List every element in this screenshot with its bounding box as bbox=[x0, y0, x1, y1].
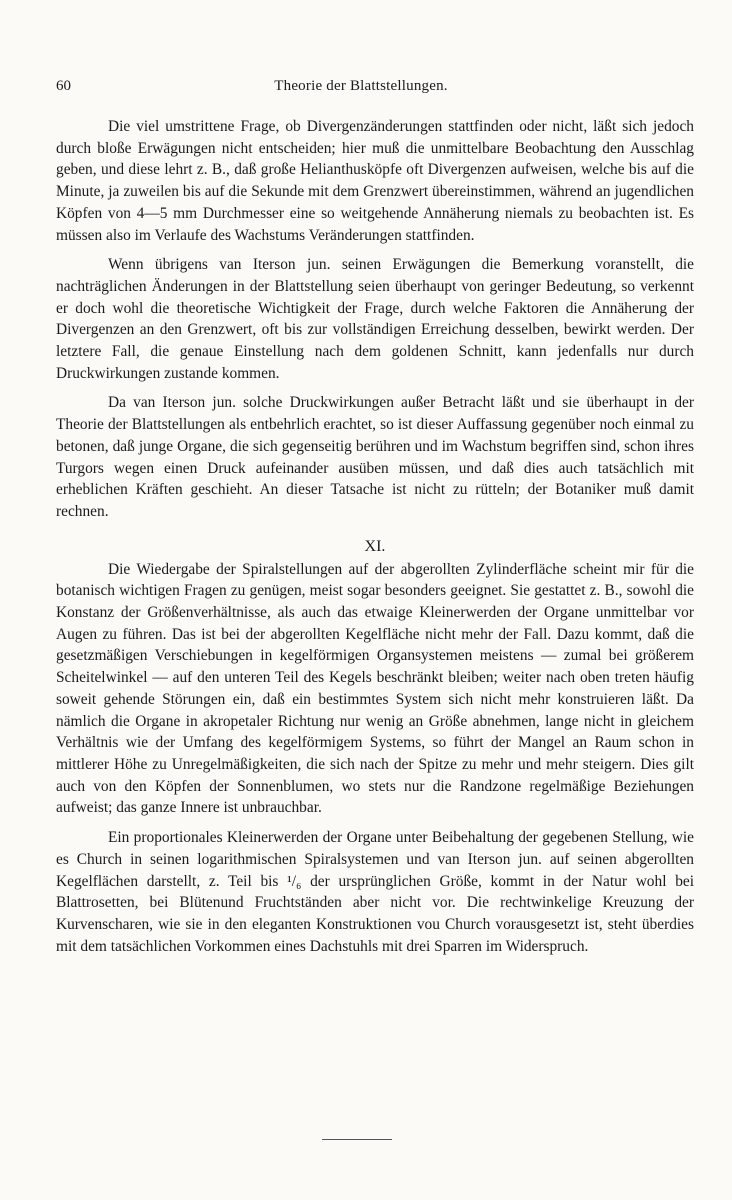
running-title: Theorie der Blattstellungen. bbox=[274, 78, 448, 94]
paragraph: Da van Iterson jun. solche Druckwirkungen außer Betracht läßt und sie überhaupt in der Theorie der Blattstellungen als entbehrlich erachtet, so ist dieser Auffassung gegenüber noch einmal zu betonen, daß junge Organe, die sich gegenseitig berühren und im Wachstum begriffen sind, schon ihres Turgors wegen einen Druck aufeinander ausüben müssen, und daß dies auch tatsächlich mit erheblichen Kräften geschieht. An dieser Tatsache ist nicht zu rütteln; der Botaniker muß damit rechnen. bbox=[56, 394, 694, 520]
body-text bbox=[56, 116, 694, 965]
paragraph: Die Wiedergabe der Spiralstellungen auf der abgerollten Zylinderfläche scheint mir für die botanisch wichtigen Fragen zu genügen, meist sogar besonders geeignet. Sie gestattet z. B., sowohl die Konstanz der Größenverhältnisse, als auch das etwaige Kleinerwerden der Organe unmittelbar vor Augen zu führen. Das ist bei der abgerollten Kegelfläche nicht mehr der Fall. Dazu kommt, daß die gesetzmäßigen Verschiebungen in kegelförmigen Organsystemen meistens — zumal bei größerem Scheitelwinkel — auf den unteren Teil des Kegels beschränkt bleiben; weiter nach oben treten häufig soweit gehende Störungen ein, daß ein bestimmtes System sich nicht mehr konstruieren läßt. Da nämlich die Organe in akropetaler Richtung nur wenig an Größe abnehmen, lange nicht in gleichem Verhältnis wie der Umfang des kegelförmigem Systems, so führt der Mangel an Raum schon in mittlerer Höhe zu Unregelmäßigkeiten, die sich nach der Spitze zu mehr und mehr steigern. Dies gilt auch von den Köpfen der Sonnenblumen, wo stets nur die Randzone regelmäßige Beziehungen aufweist; das ganze Innere ist unbrauchbar. bbox=[56, 560, 694, 817]
paragraph: Wenn übrigens van Iterson jun. seinen Erwägungen die Bemerkung voranstellt, die nachträglichen Änderungen in der Blattstellung seien überhaupt von geringer Bedeutung, so verkennt er doch wohl die theoretische Wichtigkeit der Frage, durch welche Faktoren die Annäherung der Divergenzen an den Grenzwert, oft bis zur vollständigen Erreichung desselben, bewirkt werden. Der letztere Fall, die genaue Einstellung nach dem goldenen Schnitt, kann jedenfalls nur durch Druckwirkungen zustande kommen. bbox=[56, 256, 694, 382]
page-number: 60 bbox=[56, 78, 71, 94]
running-header bbox=[56, 78, 666, 100]
section-heading: XI. bbox=[364, 537, 386, 555]
closing-rule bbox=[322, 1139, 392, 1140]
paragraph: Ein proportionales Kleinerwerden der Organe unter Beibehaltung der gegebenen Stellung, wie es Church in seinen logarithmischen Spiralsystemen und van Iterson jun. auf seinen abgerollten Kegelflächen darstellt, z. Teil bis ¹/₆ der ursprünglichen Größe, kommt in der Natur wohl bei Blattrosetten, bei Blütenund Fruchtständen aber nicht vor. Die rechtwinkelige Kreuzung der Kurvenscharen, wie sie in den eleganten Konstruktionen vou Church vorausgesetzt ist, steht überdies mit dem tatsächlichen Vorkommen eines Dachstuhls mit drei Sparren im Widerspruch. bbox=[56, 829, 694, 955]
paragraph: Die viel umstrittene Frage, ob Divergenzänderungen stattfinden oder nicht, läßt sich jedoch durch bloße Erwägungen nicht entscheiden; hier muß die unmittelbare Beobachtung den Ausschlag geben, und diese lehrt z. B., daß große Helianthusköpfe oft Divergenzen aufweisen, welche bis auf die Minute, ja zuweilen bis auf die Sekunde mit dem Grenzwert übereinstimmen, während an jugendlichen Köpfen von 4—5 mm Durchmesser eine so weitgehende Annäherung niemals zu beobachten ist. Es müssen also im Verlaufe des Wachstums Veränderungen stattfinden. bbox=[56, 118, 694, 244]
